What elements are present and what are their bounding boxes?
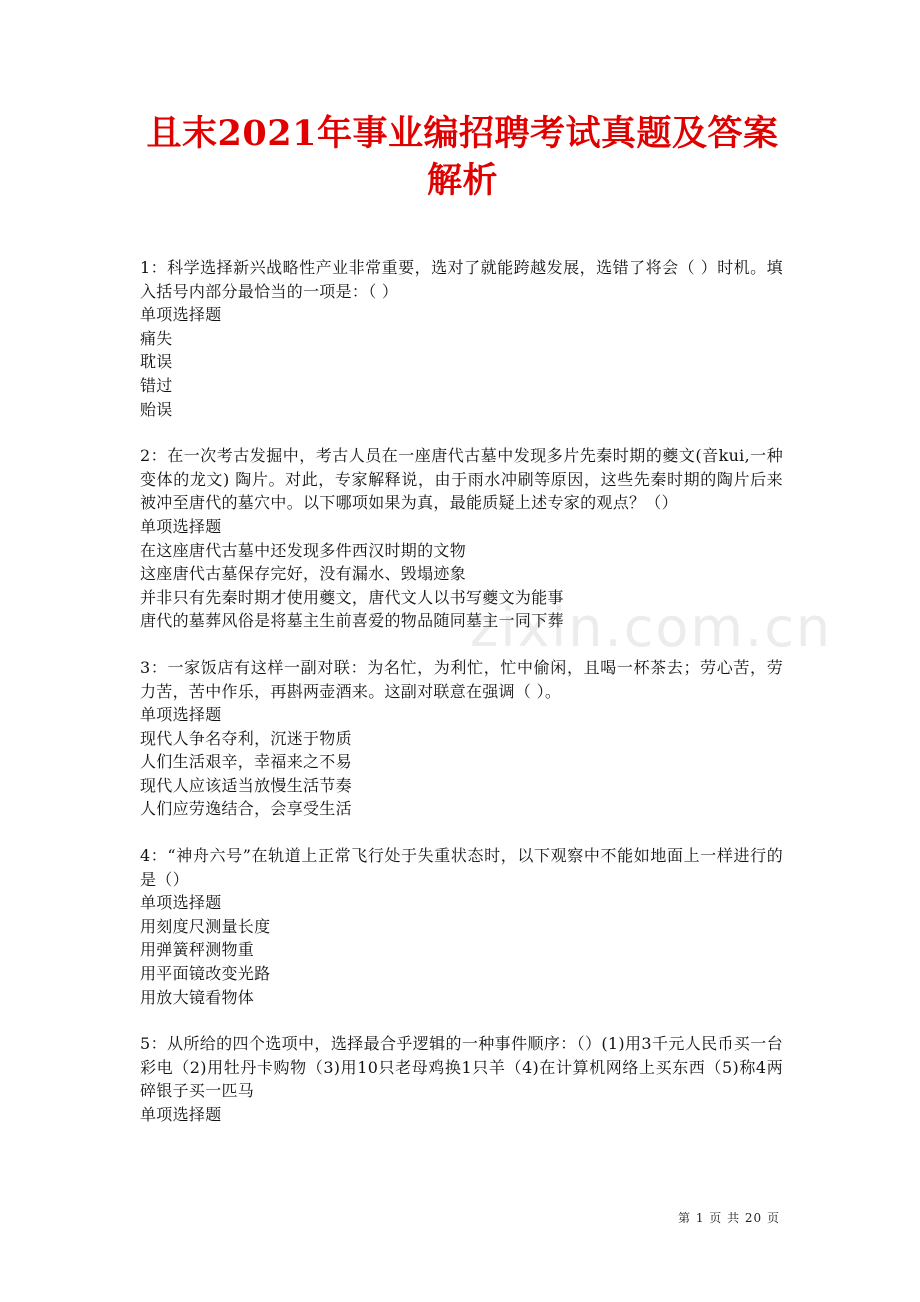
question-1 <box>140 256 783 421</box>
option: 人们应劳逸结合，会享受生活 <box>140 799 352 819</box>
option: 耽误 <box>140 352 173 372</box>
page-number: 第 1 页 共 20 页 <box>678 1211 780 1225</box>
question-list <box>140 256 783 1150</box>
question-type: 单项选择题 <box>140 516 222 536</box>
question-text: 4：“神舟六号”在轨道上正常飞行处于失重状态时，以下观察中不能如地面上一样进行的是（） <box>140 846 783 889</box>
option: 用刻度尺测量长度 <box>140 916 271 936</box>
question-type: 单项选择题 <box>140 893 222 913</box>
option: 并非只有先秦时期才使用夔文，唐代文人以书写夔文为能事 <box>140 587 564 607</box>
option: 这座唐代古墓保存完好，没有漏水、毁塌迹象 <box>140 564 467 584</box>
option: 贻误 <box>140 399 173 419</box>
option: 用放大镜看物体 <box>140 987 255 1007</box>
question-type: 单项选择题 <box>140 305 222 325</box>
question-3 <box>140 656 783 821</box>
option: 错过 <box>140 375 173 395</box>
question-text: 2：在一次考古发掘中，考古人员在一座唐代古墓中发现多片先秦时期的夔文(音kui,一种变体的龙文) 陶片。对此，专家解释说，由于雨水冲刷等原因，这些先秦时期的陶片后来被冲至唐代的墓穴中。以下哪项如果为真，最能质疑上述专家的观点？（） <box>140 446 783 513</box>
watermark: zixin.com.cn <box>470 596 833 659</box>
question-text: 1：科学选择新兴战略性产业非常重要，选对了就能跨越发展，选错了将会（ ）时机。填入括号内部分最恰当的一项是：（ ） <box>140 258 783 301</box>
question-type: 单项选择题 <box>140 1105 222 1124</box>
option: 人们生活艰辛，幸福来之不易 <box>140 752 352 772</box>
option: 现代人争名夺利，沉迷于物质 <box>140 728 352 748</box>
option: 用弹簧秤测物重 <box>140 940 255 960</box>
question-type: 单项选择题 <box>140 705 222 725</box>
question-5 <box>140 1032 783 1126</box>
document-title: 且末2021年事业编招聘考试真题及答案解析 <box>146 113 779 201</box>
question-2 <box>140 444 783 633</box>
option: 在这座唐代古墓中还发现多件西汉时期的文物 <box>140 540 467 560</box>
option: 唐代的墓葬风俗是将墓主生前喜爱的物品随同墓主一同下葬 <box>140 611 564 631</box>
option: 痛失 <box>140 328 173 348</box>
option: 现代人应该适当放慢生活节奏 <box>140 775 352 795</box>
option: 用平面镜改变光路 <box>140 964 271 984</box>
question-4 <box>140 844 783 1009</box>
question-text: 3：一家饭店有这样一副对联：为名忙，为利忙，忙中偷闲，且喝一杯茶去；劳心苦，劳力苦，苦中作乐，再斟两壶酒来。这副对联意在强调（ ）。 <box>140 657 783 701</box>
question-text: 5：从所给的四个选项中，选择最合乎逻辑的一种事件顺序：（）(1)用3千元人民币买一台彩电（2)用牡丹卡购物（3)用10只老母鸡换1只羊（4)在计算机网络上买东西（5)称4两碎银子买一匹马 <box>140 1034 783 1101</box>
